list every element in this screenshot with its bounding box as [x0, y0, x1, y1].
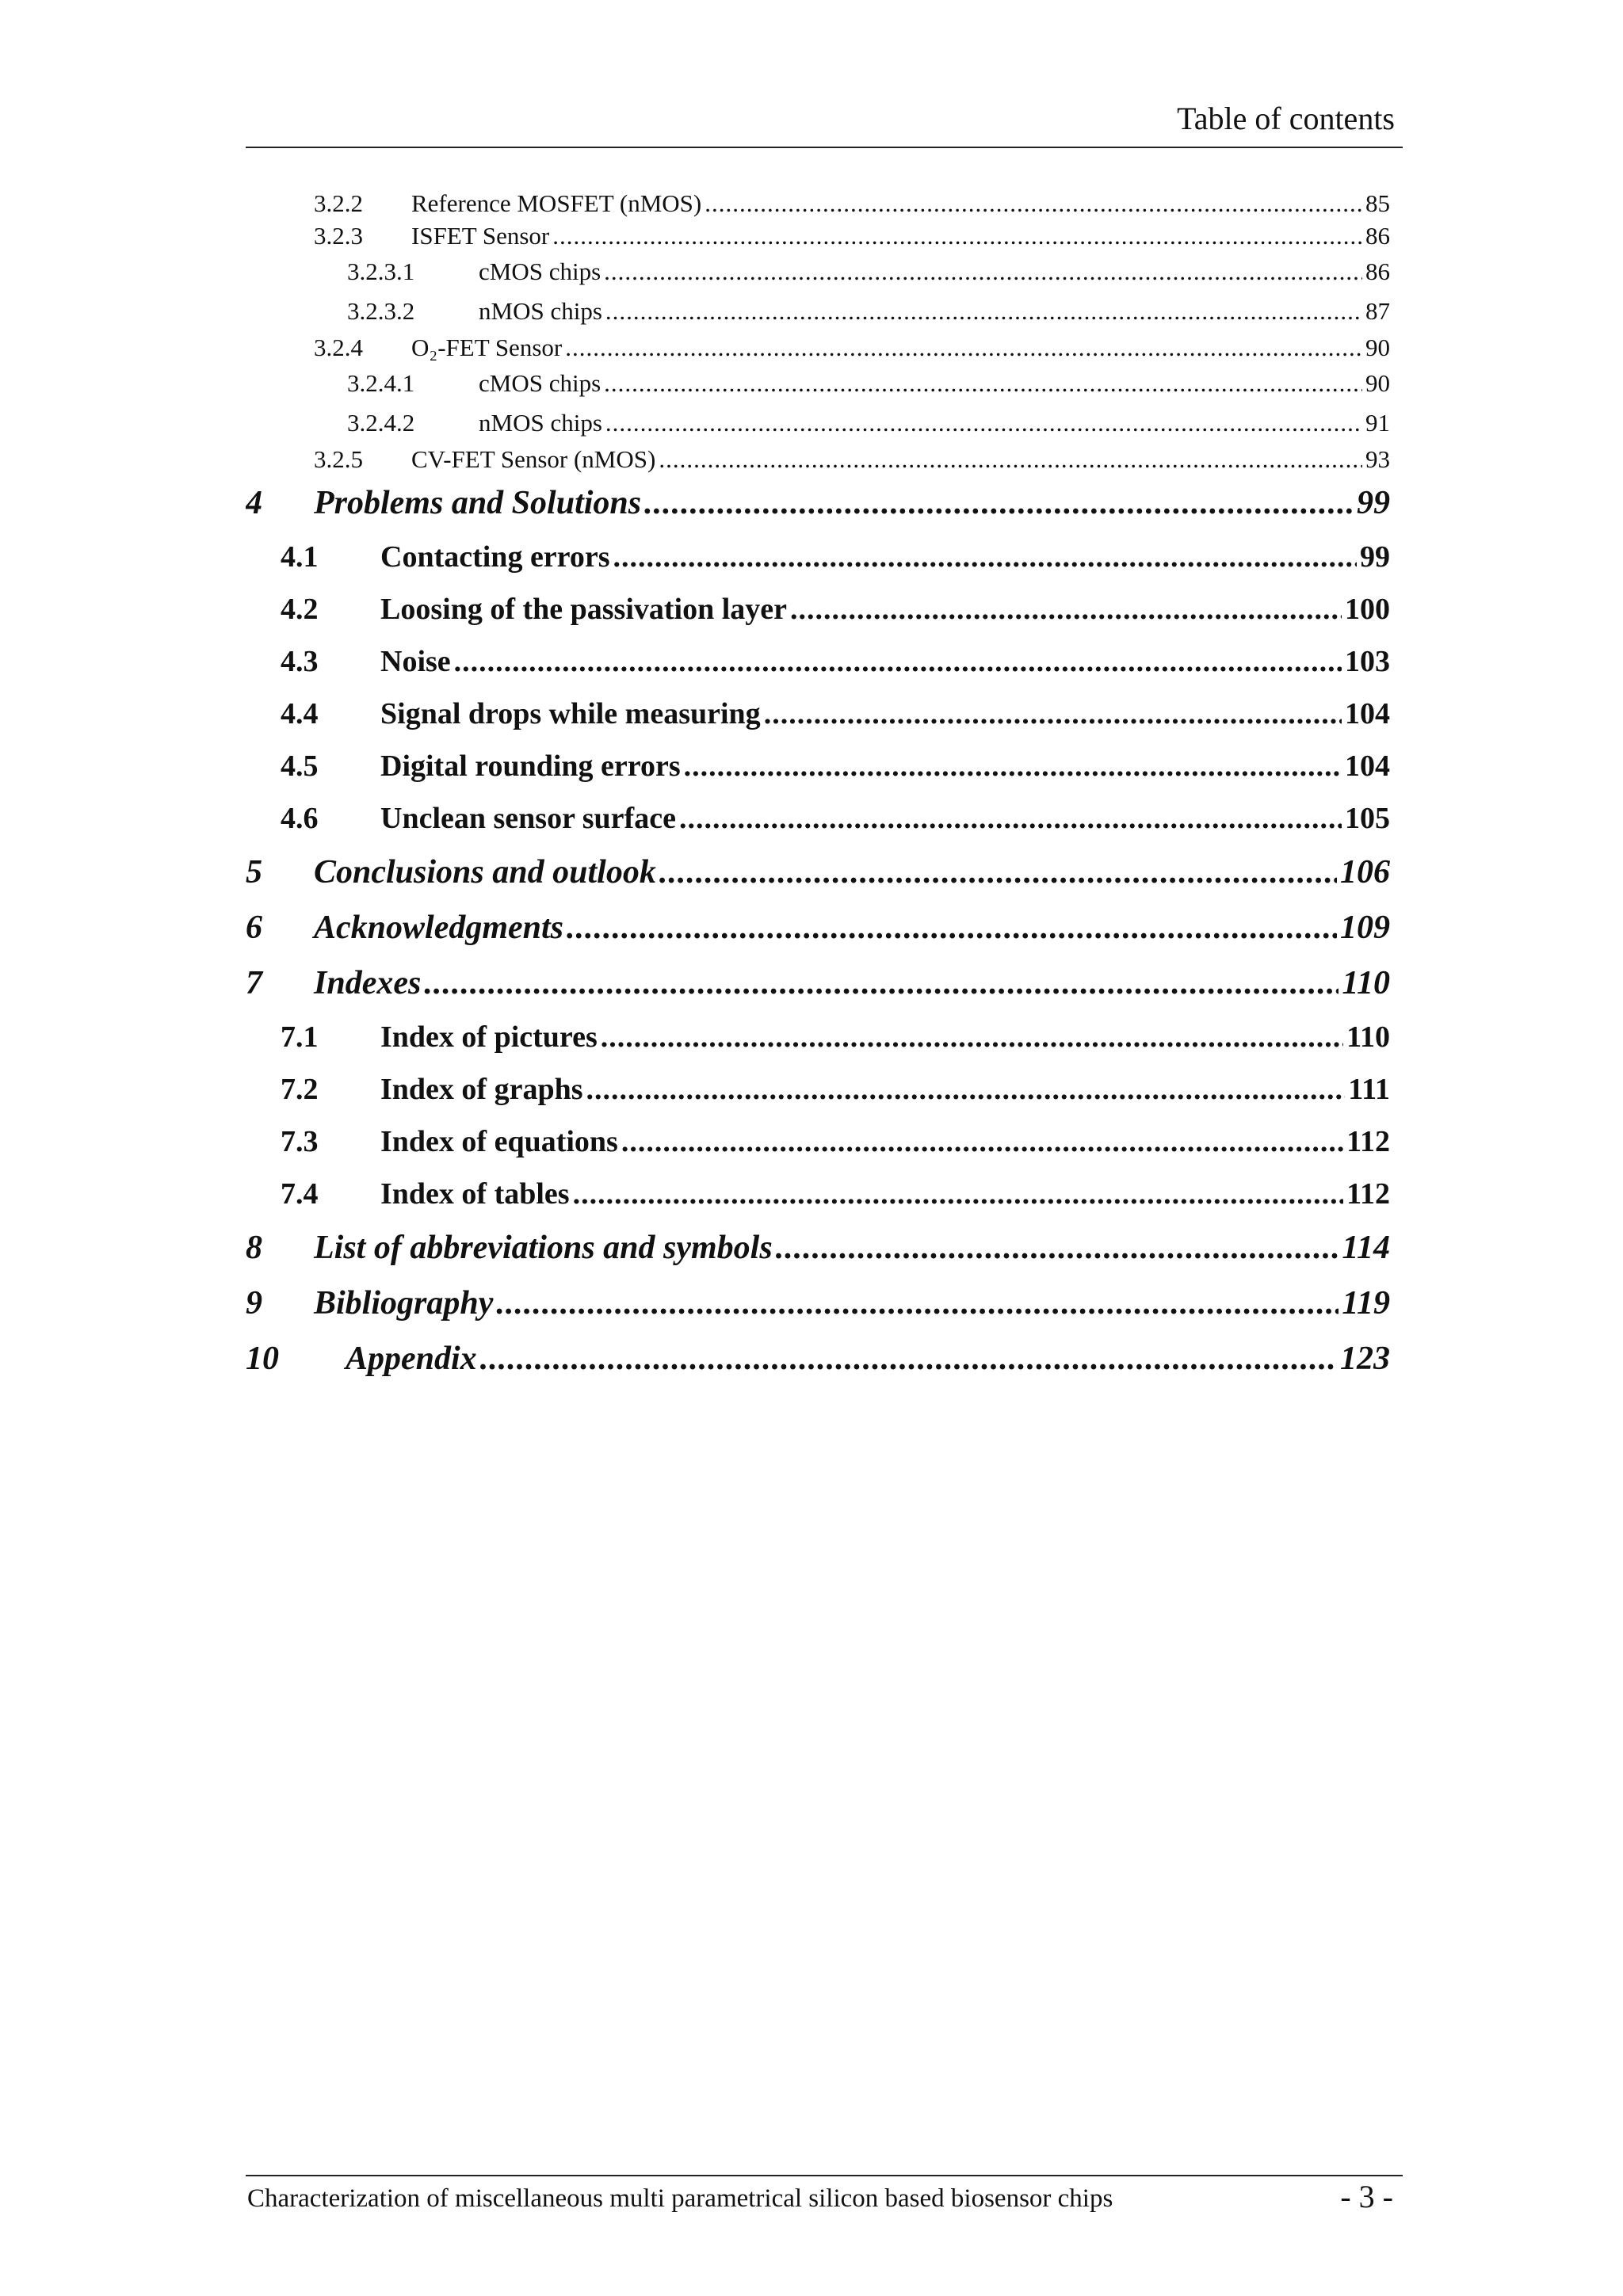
dot-leader — [480, 1331, 1337, 1386]
toc-entry-title: Appendix — [346, 1341, 477, 1377]
toc-entry-number: 3.2.4 — [314, 334, 363, 361]
toc-entry-title: nMOS chips — [479, 409, 602, 437]
toc-entry-page: 87 — [1365, 297, 1390, 325]
toc-entry-page: 85 — [1365, 189, 1390, 217]
dot-leader — [604, 364, 1362, 403]
toc-entry-3-2-4[interactable] — [246, 331, 1390, 364]
toc-entry-title: Noise — [380, 645, 451, 678]
toc-entry-title: Bibliography — [314, 1285, 494, 1322]
toc-entry-title: Contacting errors — [380, 540, 610, 574]
toc-entry-page: 91 — [1365, 409, 1390, 437]
toc-entry-number: 4.4 — [281, 697, 319, 730]
toc-entry-number: 4.3 — [281, 645, 319, 678]
toc-entry-number: 7.3 — [281, 1125, 319, 1158]
dot-leader — [586, 1063, 1346, 1116]
toc-entry-page: 104 — [1345, 749, 1390, 783]
toc-entry-number: 7 — [246, 965, 262, 1001]
dot-leader — [684, 740, 1342, 792]
dot-leader — [567, 900, 1337, 955]
toc-entry-number: 9 — [246, 1285, 262, 1322]
toc-section-4-5[interactable] — [246, 740, 1390, 792]
toc-entry-title: O₂-FET Sensor — [411, 334, 563, 361]
toc-entry-3-2-4-1[interactable] — [246, 364, 1390, 403]
dot-leader — [573, 1168, 1344, 1220]
toc-entry-page: 110 — [1342, 965, 1390, 1001]
dot-leader — [644, 475, 1354, 531]
toc-entry-page: 100 — [1345, 593, 1390, 626]
dot-leader — [565, 331, 1362, 364]
toc-entry-title: cMOS chips — [479, 369, 601, 397]
toc-entry-number: 7.2 — [281, 1073, 319, 1106]
toc-entry-number: 3.2.2 — [314, 189, 363, 217]
header-rule — [246, 147, 1403, 148]
toc-entry-page: 114 — [1342, 1230, 1390, 1266]
dot-leader — [604, 252, 1362, 292]
toc-chapter-8[interactable] — [246, 1220, 1390, 1276]
toc-entry-page: 86 — [1365, 257, 1390, 285]
toc-section-4-2[interactable] — [246, 583, 1390, 635]
toc-entry-3-2-3[interactable] — [246, 219, 1390, 252]
dot-leader — [659, 443, 1362, 475]
toc-entry-title: cMOS chips — [479, 257, 601, 285]
dot-leader — [424, 955, 1338, 1011]
toc-entry-number: 4.5 — [281, 749, 319, 783]
toc-entry-number: 3.2.4.2 — [347, 409, 415, 437]
toc-chapter-9[interactable] — [246, 1276, 1390, 1331]
footer-rule — [246, 2175, 1403, 2176]
toc-entry-page: 104 — [1345, 697, 1390, 730]
toc-entry-title: Index of equations — [380, 1125, 618, 1158]
toc-entry-title: Conclusions and outlook — [314, 854, 656, 891]
dot-leader — [496, 1276, 1338, 1331]
toc-entry-number: 8 — [246, 1230, 262, 1266]
toc-entry-title: Indexes — [314, 965, 422, 1001]
dot-leader — [605, 292, 1362, 331]
dot-leader — [776, 1220, 1339, 1276]
toc-entry-title: Reference MOSFET (nMOS) — [411, 189, 702, 217]
toc-entry-title: Index of pictures — [380, 1020, 598, 1054]
toc-entry-page: 112 — [1346, 1125, 1390, 1158]
dot-leader — [454, 635, 1342, 688]
toc-section-7-3[interactable] — [246, 1116, 1390, 1168]
toc-entry-number: 6 — [246, 910, 262, 946]
dot-leader — [790, 583, 1342, 635]
toc-section-4-6[interactable] — [246, 792, 1390, 845]
toc-entry-number: 3.2.3.2 — [347, 297, 415, 325]
toc-entry-page: 99 — [1357, 485, 1390, 521]
toc-entry-page: 86 — [1365, 222, 1390, 250]
toc-entry-title: ISFET Sensor — [411, 222, 550, 250]
toc-entry-page: 90 — [1365, 334, 1390, 361]
toc-entry-page: 103 — [1345, 645, 1390, 678]
toc-section-4-3[interactable] — [246, 635, 1390, 688]
dot-leader — [601, 1011, 1343, 1063]
toc-entry-page: 112 — [1346, 1177, 1390, 1211]
toc-entry-number: 5 — [246, 854, 262, 891]
toc-entry-page: 119 — [1342, 1285, 1390, 1322]
toc-chapter-6[interactable] — [246, 900, 1390, 955]
toc-entry-page: 106 — [1340, 854, 1390, 891]
toc-entry-3-2-5[interactable] — [246, 443, 1390, 475]
toc-entry-title: nMOS chips — [479, 297, 602, 325]
dot-leader — [605, 403, 1362, 443]
dot-leader — [613, 531, 1357, 583]
toc-entry-title: Index of graphs — [380, 1073, 583, 1106]
toc-entry-number: 3.2.3 — [314, 222, 363, 250]
toc-entry-page: 111 — [1348, 1073, 1390, 1106]
table-of-contents — [246, 187, 1390, 1386]
toc-section-4-4[interactable] — [246, 688, 1390, 740]
dot-leader — [659, 845, 1337, 900]
toc-entry-page: 90 — [1365, 369, 1390, 397]
toc-entry-title: Unclean sensor surface — [380, 802, 676, 835]
toc-entry-title: List of abbreviations and symbols — [314, 1230, 773, 1266]
footer-document-title: Characterization of miscellaneous multi parametrical silicon based biosensor chips — [247, 2184, 1113, 2213]
toc-entry-number: 4.1 — [281, 540, 319, 574]
toc-chapter-4[interactable] — [246, 475, 1390, 531]
toc-entry-page: 110 — [1346, 1020, 1390, 1054]
toc-entry-number: 7.1 — [281, 1020, 319, 1054]
toc-entry-number: 3.2.4.1 — [347, 369, 415, 397]
toc-entry-title: Problems and Solutions — [314, 485, 642, 521]
toc-entry-number: 10 — [246, 1341, 279, 1377]
dot-leader — [621, 1116, 1343, 1168]
toc-entry-number: 3.2.5 — [314, 445, 363, 473]
toc-entry-title: Loosing of the passivation layer — [380, 593, 788, 626]
toc-entry-number: 4.2 — [281, 593, 319, 626]
toc-entry-page: 93 — [1365, 445, 1390, 473]
toc-entry-page: 99 — [1360, 540, 1390, 574]
dot-leader — [764, 688, 1342, 740]
toc-chapter-7[interactable] — [246, 955, 1390, 1011]
toc-entry-3-2-3-1[interactable] — [246, 252, 1390, 292]
toc-entry-title: Index of tables — [380, 1177, 570, 1211]
header-title: Table of contents — [1177, 101, 1395, 136]
page-number: - 3 - — [1340, 2179, 1393, 2214]
toc-entry-number: 4 — [246, 485, 262, 521]
toc-entry-page: 109 — [1340, 910, 1390, 946]
toc-entry-title: Digital rounding errors — [380, 749, 681, 783]
toc-entry-3-2-2[interactable] — [246, 187, 1390, 219]
toc-entry-title: Acknowledgments — [314, 910, 564, 946]
toc-chapter-5[interactable] — [246, 845, 1390, 900]
toc-entry-3-2-4-2[interactable] — [246, 403, 1390, 443]
toc-entry-page: 105 — [1345, 802, 1390, 835]
toc-entry-3-2-3-2[interactable] — [246, 292, 1390, 331]
toc-entry-number: 4.6 — [281, 802, 319, 835]
toc-section-7-4[interactable] — [246, 1168, 1390, 1220]
dot-leader — [705, 187, 1362, 219]
dot-leader — [552, 219, 1362, 252]
toc-entry-title: Signal drops while measuring — [380, 697, 761, 730]
toc-chapter-10[interactable] — [246, 1331, 1390, 1386]
toc-section-4-1[interactable] — [246, 531, 1390, 583]
toc-section-7-2[interactable] — [246, 1063, 1390, 1116]
toc-entry-title: CV-FET Sensor (nMOS) — [411, 445, 656, 473]
toc-entry-page: 123 — [1340, 1341, 1390, 1377]
toc-section-7-1[interactable] — [246, 1011, 1390, 1063]
toc-entry-number: 3.2.3.1 — [347, 257, 415, 285]
dot-leader — [679, 792, 1342, 845]
toc-entry-number: 7.4 — [281, 1177, 319, 1211]
